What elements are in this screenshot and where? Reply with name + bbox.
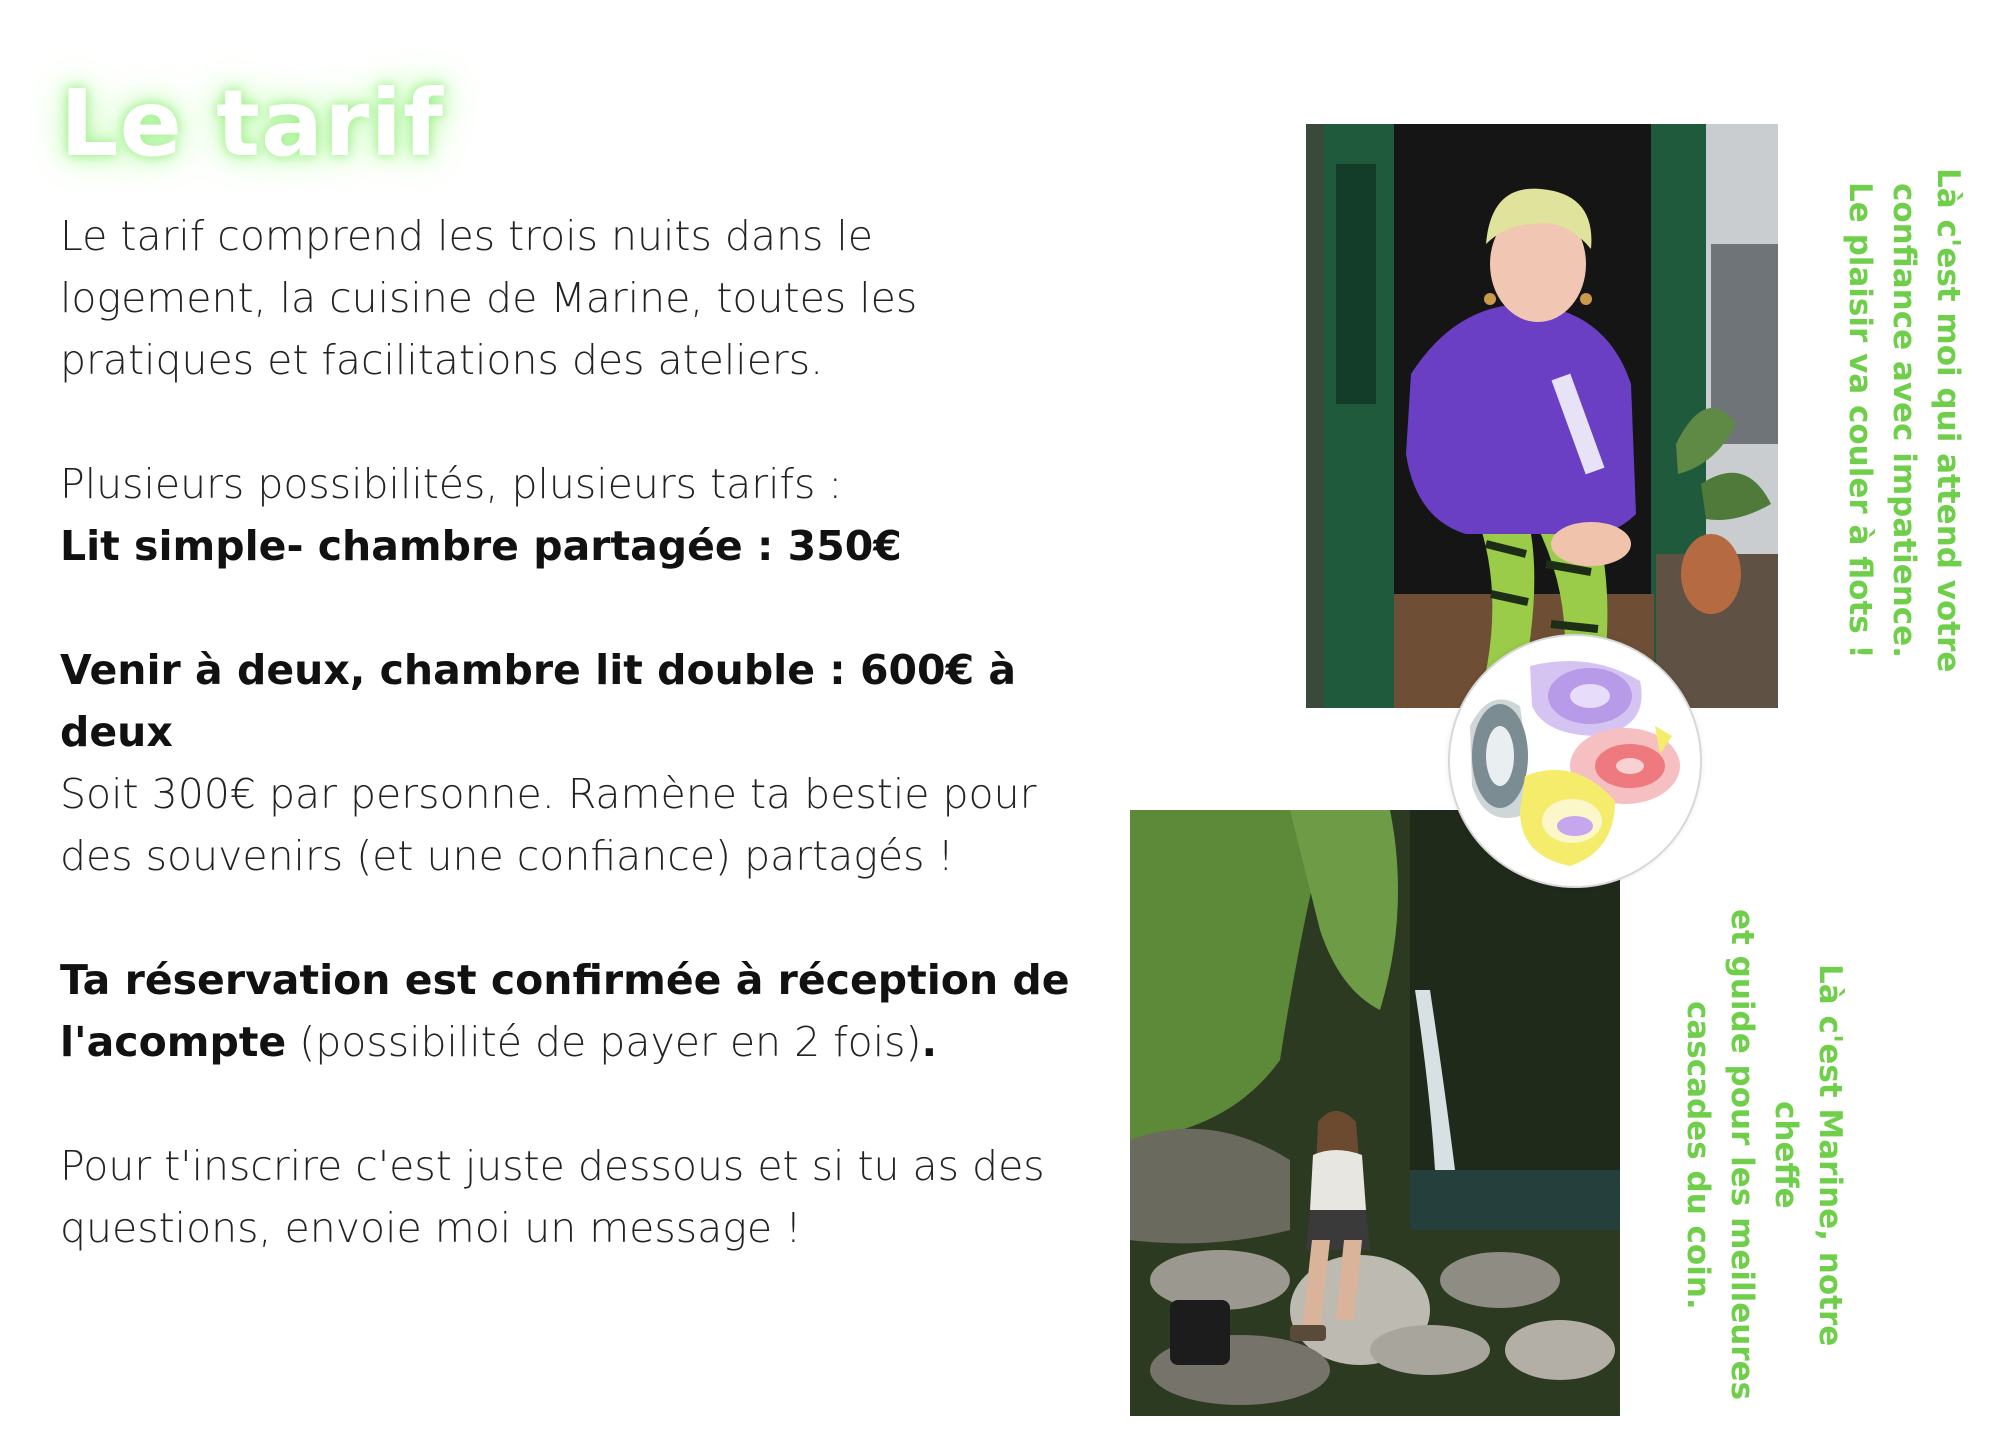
swirl-logo (1448, 634, 1702, 888)
caption-photo-waterfall-line2: et guide pour les meilleures (1724, 909, 1760, 1401)
options-intro: Plusieurs possibilités, plusieurs tarifs : (60, 460, 843, 508)
caption-photo-waterfall-line1: Là c'est Marine, notre cheffe (1768, 963, 1848, 1347)
reservation-bold: Ta réservation est confirmée à réception de l'acompte (60, 956, 1070, 1066)
signup-paragraph: Pour t'inscrire c'est juste dessous et si tu as des questions, envoie moi un message ! (60, 1142, 1045, 1252)
tarif-text (60, 205, 1070, 1259)
waterfall-illustration (1130, 810, 1620, 1416)
caption-photo-window-line3: Le plaisir va couler à flots ! (1842, 181, 1878, 659)
option-double-bed: Venir à deux, chambre lit double : 600€ à deux (60, 646, 1017, 756)
reservation-paragraph (60, 949, 1070, 1073)
swirl-logo-art (1450, 636, 1700, 886)
caption-photo-window-line1: Là c'est moi qui attend votre (1930, 167, 1966, 673)
page-title: Le tarif (60, 70, 445, 177)
reservation-end: . (921, 1018, 938, 1066)
option-double-detail: Soit 300€ par personne. Ramène ta bestie pour des souvenirs (et une confiance) partagés ! (60, 770, 1037, 880)
photo-waterfall (1130, 810, 1620, 1416)
caption-photo-waterfall (1676, 905, 1852, 1405)
photo-window-portrait (1306, 124, 1778, 708)
caption-photo-window (1838, 160, 1970, 680)
reservation-note: (possibilité de payer en 2 fois) (286, 1018, 922, 1066)
caption-photo-window-line2: confiance avec impatience. (1886, 182, 1922, 658)
intro-paragraph: Le tarif comprend les trois nuits dans le logement, la cuisine de Marine, toutes les pratiques et facilitations des ateliers. (60, 212, 918, 384)
window-portrait-illustration (1306, 124, 1778, 708)
caption-photo-waterfall-line3: cascades du coin. (1680, 1000, 1716, 1310)
option-single-bed: Lit simple- chambre partagée : 350€ (60, 522, 902, 570)
